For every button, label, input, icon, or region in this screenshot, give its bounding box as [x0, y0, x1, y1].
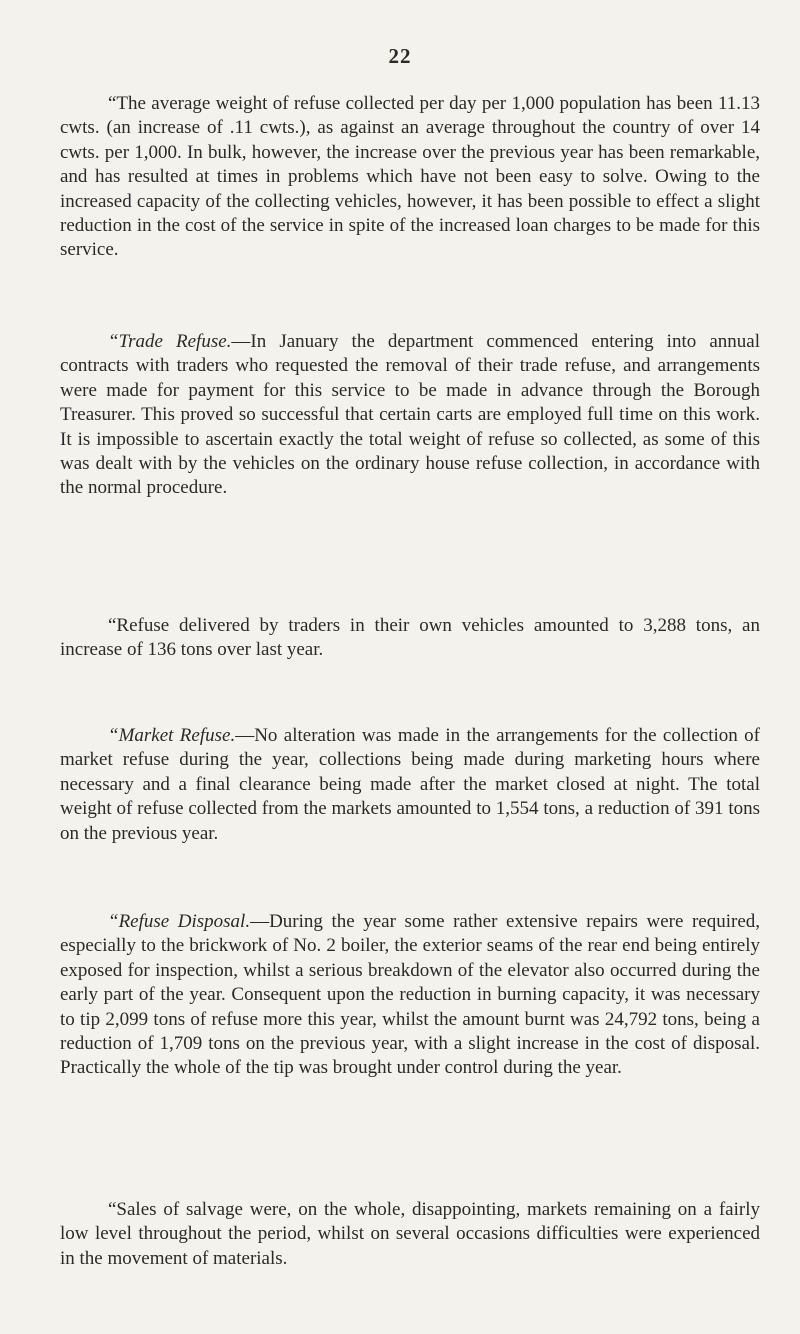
paragraph-text: “Refuse delivered by traders in their own vehicles amounted to 3,288 tons, an increase of 136 tons over last year. — [60, 615, 760, 661]
paragraph-text: —During the year some rather extensive repairs were required, especially to the brickwork of No. 2 boiler, the exterior seams of the rear end being entirely exposed for inspection, whilst a serious breakdown of the elevator also occurred during the early part of the year. Consequent upon the reduction in burning capacity, it was necessary to tip 2,099 tons of refuse more this year, whilst the amount burnt was 24,792 tons, being a reduction of 1,709 tons on the previous year, with a slight increase in the cost of disposal. Practically the whole of the tip was brought under control during the year. — [60, 911, 760, 1079]
paragraph-text: “Sales of salvage were, on the whole, disappointing, markets remaining on a fairly low level throughout the period, whilst on several occasions difficulties were experienced in the movement of materials. — [60, 1199, 760, 1269]
paragraph-average-weight — [60, 92, 760, 263]
section-heading-trade-refuse: “Trade Refuse. — [108, 331, 232, 352]
paragraph-refuse-disposal — [60, 910, 760, 1081]
paragraph-salvage-sales — [60, 1198, 760, 1271]
section-heading-refuse-disposal: “Refuse Disposal. — [108, 911, 251, 932]
paragraph-text: “The average weight of refuse collected per day per 1,000 population has been 11.13 cwts. (an increase of .11 cwts.), as against an average throughout the country of over 14 cwts. per 1,000. In bulk, however, the increase over the previous year has been remarkable, and has resulted at times in problems which have not been easy to solve. Owing to the increased capacity of the collecting vehicles, however, it has been possible to effect a slight reduction in the cost of the service in spite of the increased loan charges to be made for this service. — [60, 93, 760, 261]
page-number: 22 — [388, 44, 412, 68]
paragraph-traders-vehicles — [60, 614, 760, 663]
paragraph-text: —No alteration was made in the arrangements for the collection of market refuse during the year, collections being made during marketing hours where necessary and a final clearance being made after the market closed at night. The total weight of refuse collected from the markets amounted to 1,554 tons, a reduction of 391 tons on the previous year. — [60, 725, 761, 844]
paragraph-market-refuse — [60, 724, 760, 846]
paragraph-trade-refuse — [60, 330, 760, 501]
section-heading-market-refuse: “Market Refuse. — [108, 725, 236, 746]
paragraph-text: —In January the department commenced entering into annual contracts with traders who requested the removal of their trade refuse, and arrangements were made for payment for this service to be made in advance through the Borough Treasurer. This proved so successful that certain carts are employed full time on this work. It is impossible to ascertain exactly the total weight of refuse so collected, as some of this was dealt with by the vehicles on the ordinary house refuse collection, in accordance with the normal procedure. — [60, 331, 760, 499]
